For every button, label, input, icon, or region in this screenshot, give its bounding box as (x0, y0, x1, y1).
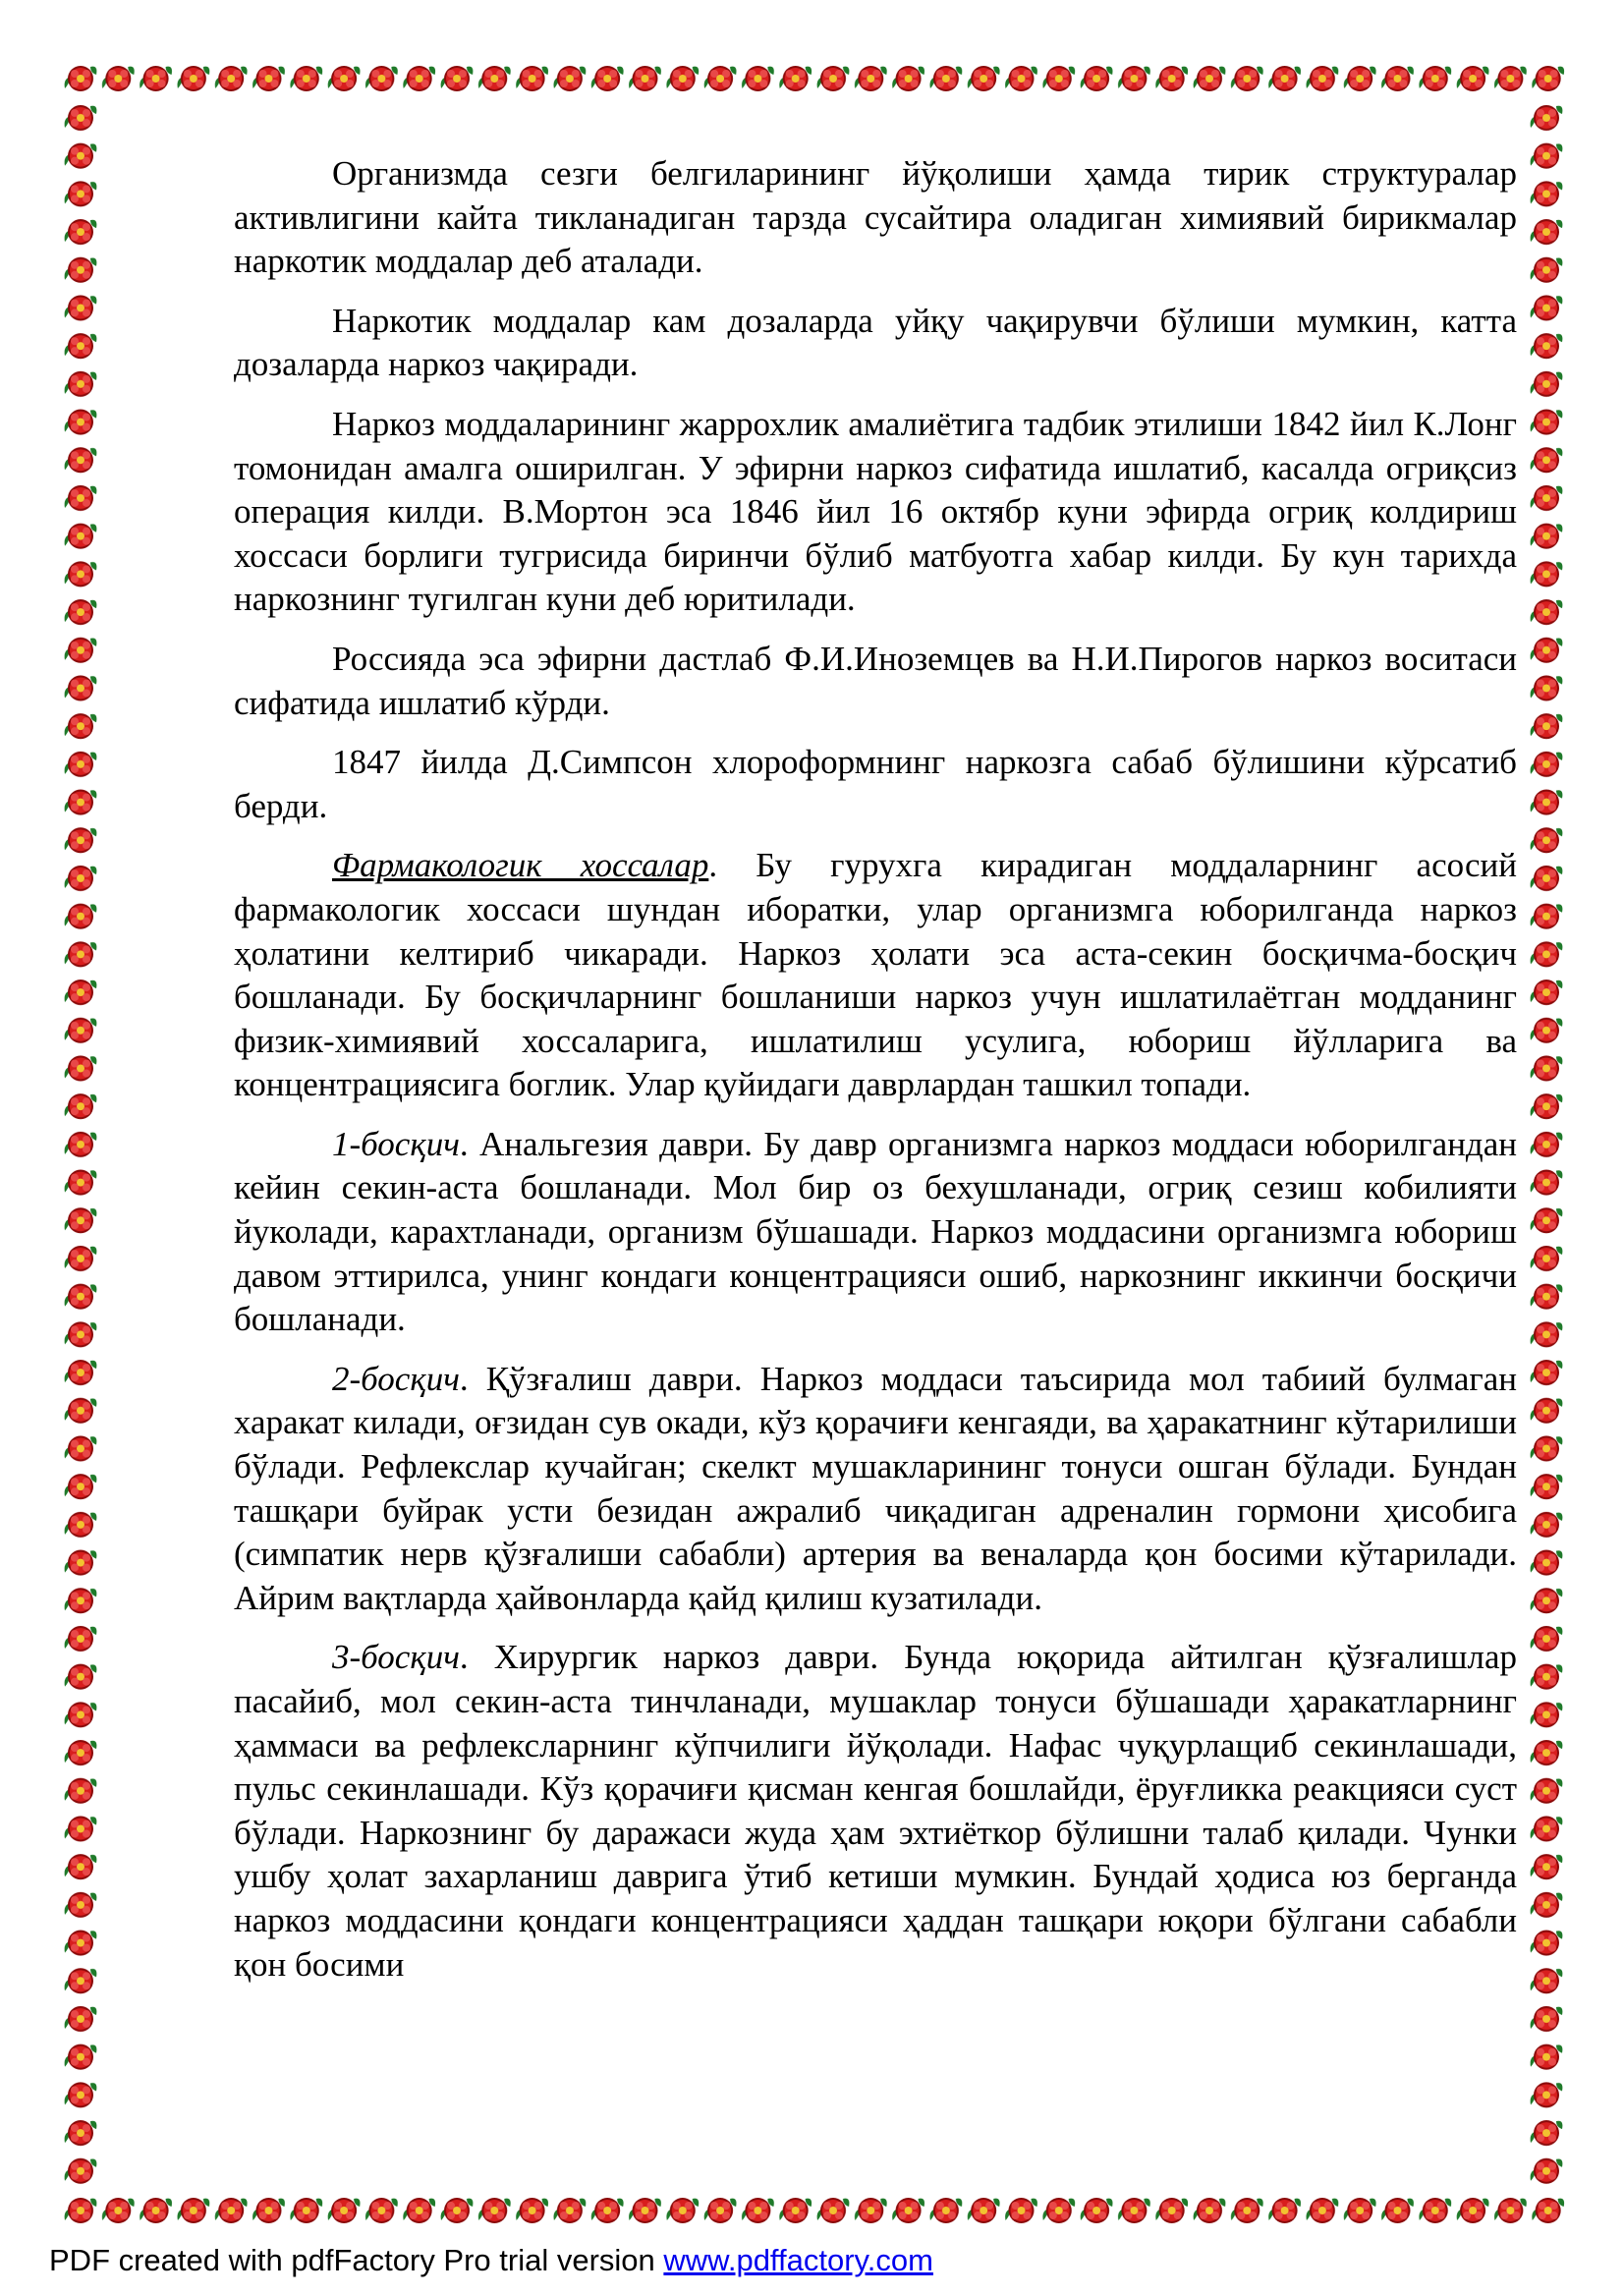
paragraph-text: Наркотик моддалар кам дозаларда уйқу чақирувчи бўлиши мумкин, катта дозаларда наркоз чақиради. (234, 301, 1517, 384)
paragraph-text: Организмда сезги белгиларининг йўқолиши ҳамда тирик структуралар активлигини кайта тикланадиган тарзда сусайтира оладиган химиявий бирикмалар наркотик моддалар деб аталади. (234, 154, 1517, 281)
paragraph-lead: Фармакологик хоссалар (332, 846, 709, 885)
red-flower-icon-strip-right (1527, 98, 1566, 2191)
paragraph-lead: 1-босқич (332, 1124, 460, 1163)
paragraph-text: Қўзғалиш даври. Наркоз моддаси таъсирида мол табиий булмаган харакат килади, оғзидан сув окади, кўз қорачиғи кенгаяди, ва ҳаракатнинг кўтарилиши бўлади. Рефлекслар кучайган; скелкт мушакларининг тонуси ошган бўлади. Бундан ташқари буйрак усти безидан ажралиб чиқадиган адреналин гормони ҳисобига (симпатик нерв қўзғалиши сабабли) артерия ва веналарда қон босими кўтарилади. Айрим вақтларда ҳайвонларда қайд қилиш кузатилади. (234, 1359, 1517, 1617)
pdf-footer (49, 2243, 933, 2278)
paragraph-text: Россияда эса эфирни дастлаб Ф.И.Иноземцев ва Н.И.Пирогов наркоз воситаси сифатида ишлатиб кўрди. (234, 639, 1517, 722)
document-body (234, 152, 1517, 2002)
paragraph-lead-suffix: . (459, 1638, 469, 1677)
paragraph-lead-suffix: . (708, 846, 718, 885)
paragraph-text: Бу гурухга кирадиган моддаларнинг асосий фармакологик хоссаси шундан иборатки, улар организмга юборилганда наркоз ҳолатини келтириб чикаради. Наркоз ҳолати эса аста-секин босқичма-босқич бошланади. Бу босқичларнинг бошланиши наркоз учун ишлатилаётган модданинг физик-химиявий хоссаларига, ишлатилиш усулига, юбориш йўлларига ва концентрациясига боглик. Улар қуйидаги даврлардан ташкил топади. (234, 846, 1517, 1104)
paragraph-5 (234, 741, 1517, 828)
paragraph-text: Анальгезия даври. Бу давр организмга наркоз моддаси юборилгандан кейин секин-аста бошланади. Мол бир оз бехушланади, огриқ сезиш кобилияти йуколади, карахтланади, организм бўшашади. Наркоз моддасини организмга юбориш давом эттирилса, унинг кондаги концентрацияси ошиб, наркознинг иккинчи босқичи бошланади. (234, 1124, 1517, 1339)
paragraph-text: Наркоз моддаларининг жаррохлик амалиётига тадбик этилиши 1842 йил К.Лонг томонидан амалга оширилган. У эфирни наркоз сифатида ишлатиб, касалда огриқсиз операция килди. В.Мортон эса 1846 йил 16 октябр куни эфирда огриқ колдириш хоссаси борлиги тугрисида биринчи бўлиб матбуотга хабар килди. Бу кун тарихда наркознинг тугилган куни деб юритилади. (234, 404, 1517, 619)
red-flower-icon-strip-bottom (61, 2191, 1566, 2230)
paragraph-4 (234, 638, 1517, 725)
paragraph-9 (234, 1636, 1517, 1987)
paragraph-lead-suffix: . (459, 1359, 469, 1398)
flower-border-left (61, 98, 100, 2191)
flower-border-bottom (61, 2191, 1566, 2230)
paragraph-3 (234, 403, 1517, 622)
paragraph-7 (234, 1123, 1517, 1342)
paragraph-text: Хирургик наркоз даври. Бунда юқорида айтилган қўзғалишлар пасайиб, мол секин-аста тинчланади, мушаклар тонуси бўшашади ҳаракатларнинг ҳаммаси ва рефлексларнинг кўпчилиги йўқолади. Нафас чуқурлащиб секинлашади, пульс секинлашади. Кўз қорачиғи қисман кенгая бошлайди, ёруғликка реакцияси суст бўлади. Наркознинг бу даражаси жуда ҳам эхтиёткор бўлишни талаб қилади. Чунки ушбу ҳолат захарланиш даврига ўтиб кетиши мумкин. Бундай ҳодиса юз берганда наркоз моддасини қондаги концентрацияси ҳаддан ташқари юқори бўлгани сабабли қон босими (234, 1638, 1517, 1984)
red-flower-icon-strip-left (61, 98, 100, 2191)
paragraph-8 (234, 1358, 1517, 1621)
paragraph-lead: 3-босқич (332, 1638, 460, 1677)
flower-border-top (61, 59, 1566, 98)
paragraph-lead: 2-босқич (332, 1359, 460, 1398)
red-flower-icon-strip-top (61, 59, 1566, 98)
pdffactory-link[interactable]: www.pdffactory.com (663, 2243, 933, 2277)
paragraph-6 (234, 844, 1517, 1107)
footer-text: PDF created with pdfFactory Pro trial version (49, 2243, 664, 2277)
flower-border-right (1527, 98, 1566, 2191)
paragraph-lead-suffix: . (459, 1124, 469, 1163)
paragraph-1 (234, 152, 1517, 284)
paragraph-2 (234, 300, 1517, 387)
paragraph-text: 1847 йилда Д.Симпсон хлороформнинг наркозга сабаб бўлишини кўрсатиб берди. (234, 743, 1517, 825)
